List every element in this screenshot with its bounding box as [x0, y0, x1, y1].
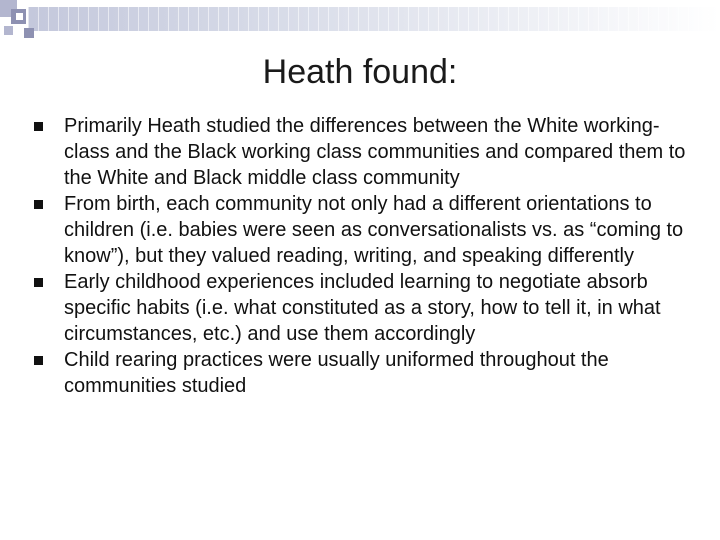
bullet-item	[24, 191, 704, 269]
bullet-text: From birth, each community not only had a different orientations to children (i.e. babies were seen as conversationalists vs. as “coming to know”), but they valued reading, writing, and speaking differently	[64, 193, 684, 267]
bullet-item	[24, 347, 704, 399]
square-bullet-icon	[34, 122, 43, 131]
bullet-text: Child rearing practices were usually uniformed throughout the communities studied	[64, 349, 609, 397]
bullet-item	[24, 269, 704, 347]
bullet-text: Primarily Heath studied the differences between the White working-class and the Black working class communities and compared them to the White and Black middle class community	[64, 115, 686, 189]
decor-square	[4, 26, 13, 35]
bullet-item	[24, 113, 704, 191]
bullet-text: Early childhood experiences included learning to negotiate absorb specific habits (i.e. what constituted as a story, how to tell it, in what circumstances, etc.) and use them accordingly	[64, 271, 661, 345]
square-bullet-icon	[34, 278, 43, 287]
decor-square	[24, 28, 34, 38]
slide-title: Heath found:	[262, 53, 458, 91]
square-bullet-icon	[34, 356, 43, 365]
bullet-list	[24, 113, 704, 399]
header-band-stripes	[28, 7, 720, 31]
square-bullet-icon	[34, 200, 43, 209]
decor-square	[16, 13, 23, 20]
header-decoration	[0, 0, 720, 48]
